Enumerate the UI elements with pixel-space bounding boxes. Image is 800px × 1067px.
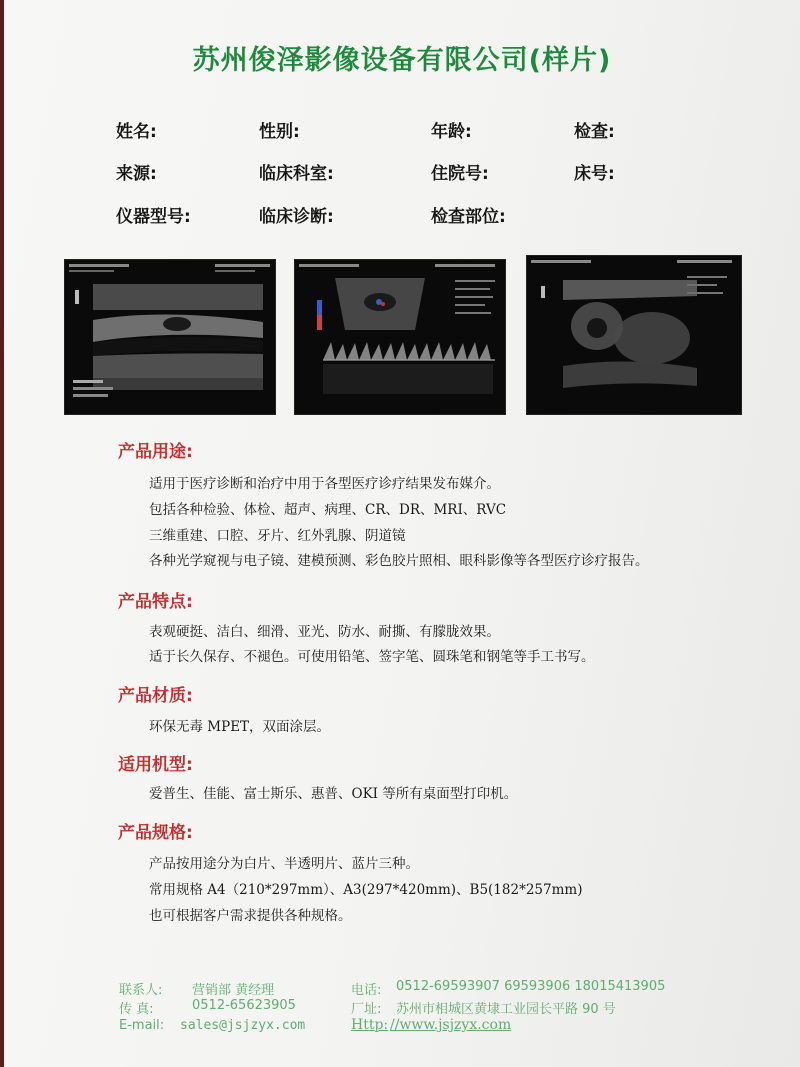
footer-factory-value: 苏州市相城区黄埭工业园长平路 90 号 (396, 1002, 616, 1017)
field-diagnosis-label: 临床诊断: (259, 207, 334, 227)
usage-line: 三维重建、口腔、牙片、红外乳腺、阴道镜 (149, 528, 406, 544)
usage-line: 适用于医疗诊断和治疗中用于各型医疗诊疗结果发布媒介。 (149, 476, 500, 492)
document-page (4, 0, 800, 1067)
footer-email-value: sales@jsjzyx.com (180, 1018, 306, 1033)
footer-fax-value: 0512-65623905 (192, 998, 296, 1013)
field-age-label: 年龄: (431, 122, 472, 142)
footer-phone-label: 电话: (351, 983, 382, 998)
footer-fax-label: 传 真: (119, 1002, 154, 1017)
field-exam-site-label: 检查部位: (431, 207, 506, 227)
footer-phone-value: 0512-69593907 69593906 18015413905 (396, 979, 666, 994)
ultrasound-image-2 (294, 259, 506, 415)
field-exam-label: 检查: (574, 122, 615, 142)
footer-factory-label: 厂址: (351, 1002, 382, 1017)
footer-email-label: E-mail: (119, 1018, 165, 1033)
field-department-label: 临床科室: (259, 164, 334, 184)
section-heading-material: 产品材质: (118, 686, 193, 706)
section-heading-usage: 产品用途: (118, 442, 193, 462)
section-heading-compatible-printers: 适用机型: (118, 755, 193, 775)
field-bed-no-label: 床号: (574, 164, 615, 184)
field-device-model-label: 仪器型号: (116, 207, 191, 227)
material-line: 环保无毒 MPET，双面涂层。 (149, 719, 331, 735)
specifications-line: 也可根据客户需求提供各种规格。 (149, 908, 352, 924)
field-inpatient-no-label: 住院号: (431, 164, 489, 184)
page-title: 苏州俊泽影像设备有限公司(样片) (192, 45, 612, 76)
ultrasound-image-3 (526, 255, 742, 415)
footer-contact-label: 联系人: (119, 983, 163, 998)
field-gender-label: 性别: (259, 122, 300, 142)
footer-url-label: Http: (351, 1017, 389, 1033)
usage-line: 包括各种检验、体检、超声、病理、CR、DR、MRI、RVC (149, 502, 507, 518)
section-heading-features: 产品特点: (118, 592, 193, 612)
footer-contact-value: 营销部 黄经理 (192, 983, 275, 998)
usage-line: 各种光学窥视与电子镜、建模预测、彩色胶片照相、眼科影像等各型医疗诊疗报告。 (149, 553, 649, 569)
specifications-line: 常用规格 A4（210*297mm）、A3(297*420mm)、B5(182*257mm) (149, 882, 583, 898)
ultrasound-image-1 (64, 259, 276, 415)
compatible-printers-line: 爱普生、佳能、富士斯乐、惠普、OKI 等所有桌面型打印机。 (149, 786, 518, 802)
features-line: 表观硬挺、洁白、细滑、亚光、防水、耐撕、有朦胧效果。 (149, 624, 500, 640)
field-name-label: 姓名: (116, 122, 157, 142)
specifications-line: 产品按用途分为白片、半透明片、蓝片三种。 (149, 856, 419, 872)
field-source-label: 来源: (116, 164, 157, 184)
footer-url-value: //www.jsjzyx.com (390, 1017, 512, 1033)
section-heading-specifications: 产品规格: (118, 823, 193, 843)
features-line: 适于长久保存、不褪色。可使用铅笔、签字笔、圆珠笔和钢笔等手工书写。 (149, 649, 595, 665)
